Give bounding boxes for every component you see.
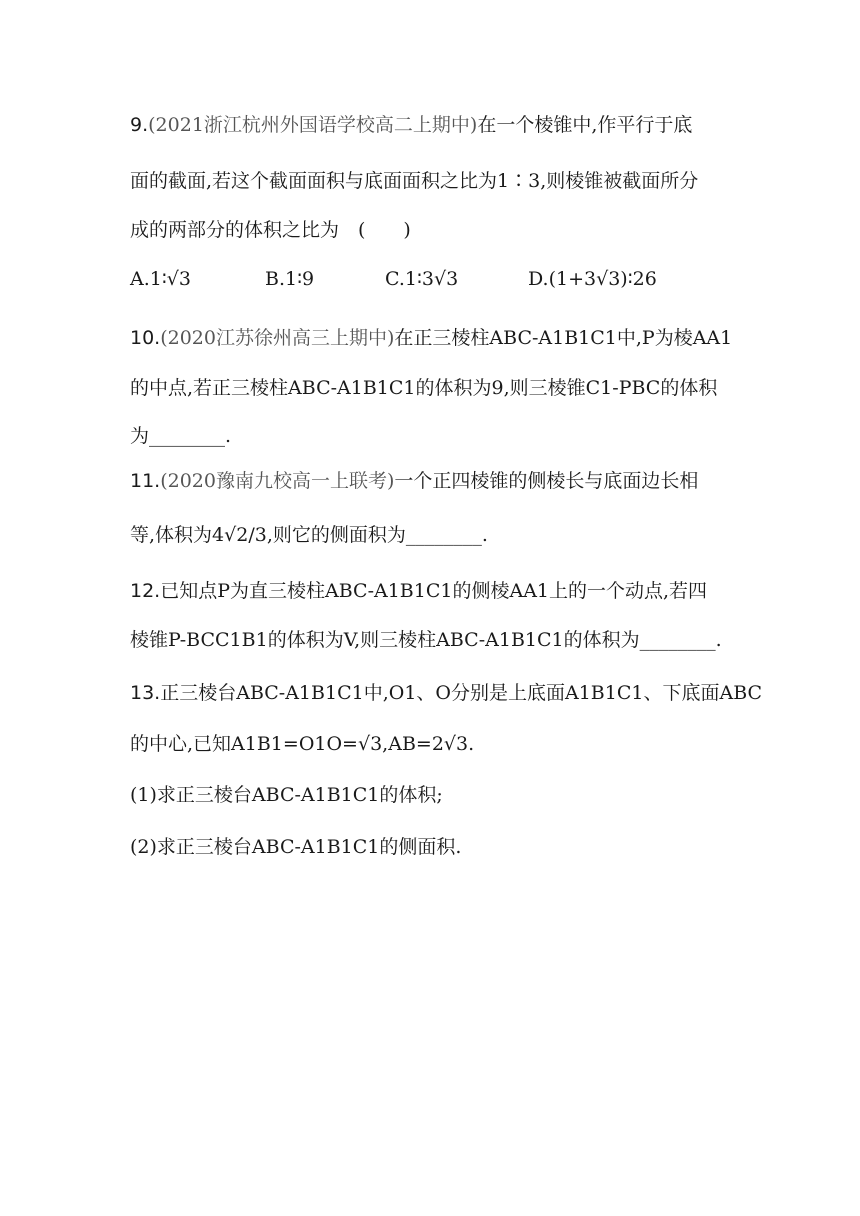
q13-part1: (1)求正三棱台ABC-A1B1C1的体积;: [130, 784, 443, 806]
q9-option-b: B.1∶9: [265, 268, 315, 290]
q12-line1: [130, 576, 707, 603]
q13-line1-text: 正三棱台ABC-A1B1C1中,O1、O分别是上底面A1B1C1、下底面ABC: [160, 682, 763, 704]
q13-number: 13.: [130, 682, 161, 704]
q12-line1-text: 已知点P为直三棱柱ABC-A1B1C1的侧棱AA1上的一个动点,若四: [160, 580, 708, 602]
q9-line1-text: 在一个棱锥中,作平行于底: [477, 114, 693, 136]
q11-line1-text: 一个正四棱锥的侧棱长与底面边长相: [394, 470, 699, 492]
q13-line1: [130, 678, 762, 705]
q9-line1: [130, 110, 692, 137]
q9-line3: 成的两部分的体积之比为 ( ): [130, 219, 411, 241]
q12-number: 12.: [130, 580, 161, 602]
q10-number: 10.: [130, 327, 161, 349]
q10-line3: 为________.: [130, 425, 232, 447]
q11-line1: [130, 466, 698, 493]
q9-line2: 面的截面,若这个截面面积与底面面积之比为1∶3,则棱锥被截面所分: [130, 170, 699, 192]
q11-number: 11.: [130, 470, 161, 492]
q12-line2: 棱锥P-BCC1B1的体积为V,则三棱柱ABC-A1B1C1的体积为________.: [130, 629, 722, 651]
q13-line2: 的中心,已知A1B1=O1O=√3,AB=2√3.: [130, 733, 475, 755]
q9-option-d: D.(1+3√3)∶26: [528, 268, 657, 290]
q9-option-c: C.1∶3√3: [385, 268, 459, 290]
q9-source: (2021浙江杭州外国语学校高二上期中): [148, 114, 478, 136]
q9-number: 9.: [130, 114, 149, 136]
q13-part2: (2)求正三棱台ABC-A1B1C1的侧面积.: [130, 836, 462, 858]
q10-line2: 的中点,若正三棱柱ABC-A1B1C1的体积为9,则三棱锥C1-PBC的体积: [130, 377, 718, 399]
q11-source: (2020豫南九校高一上联考): [160, 470, 395, 492]
q11-line2: 等,体积为4√2/3,则它的侧面积为________.: [130, 524, 488, 546]
q10-line1: [130, 323, 732, 350]
q9-option-a: A.1∶√3: [130, 268, 191, 290]
q10-source: (2020江苏徐州高三上期中): [160, 327, 395, 349]
q10-line1-text: 在正三棱柱ABC-A1B1C1中,P为棱AA1: [394, 327, 733, 349]
